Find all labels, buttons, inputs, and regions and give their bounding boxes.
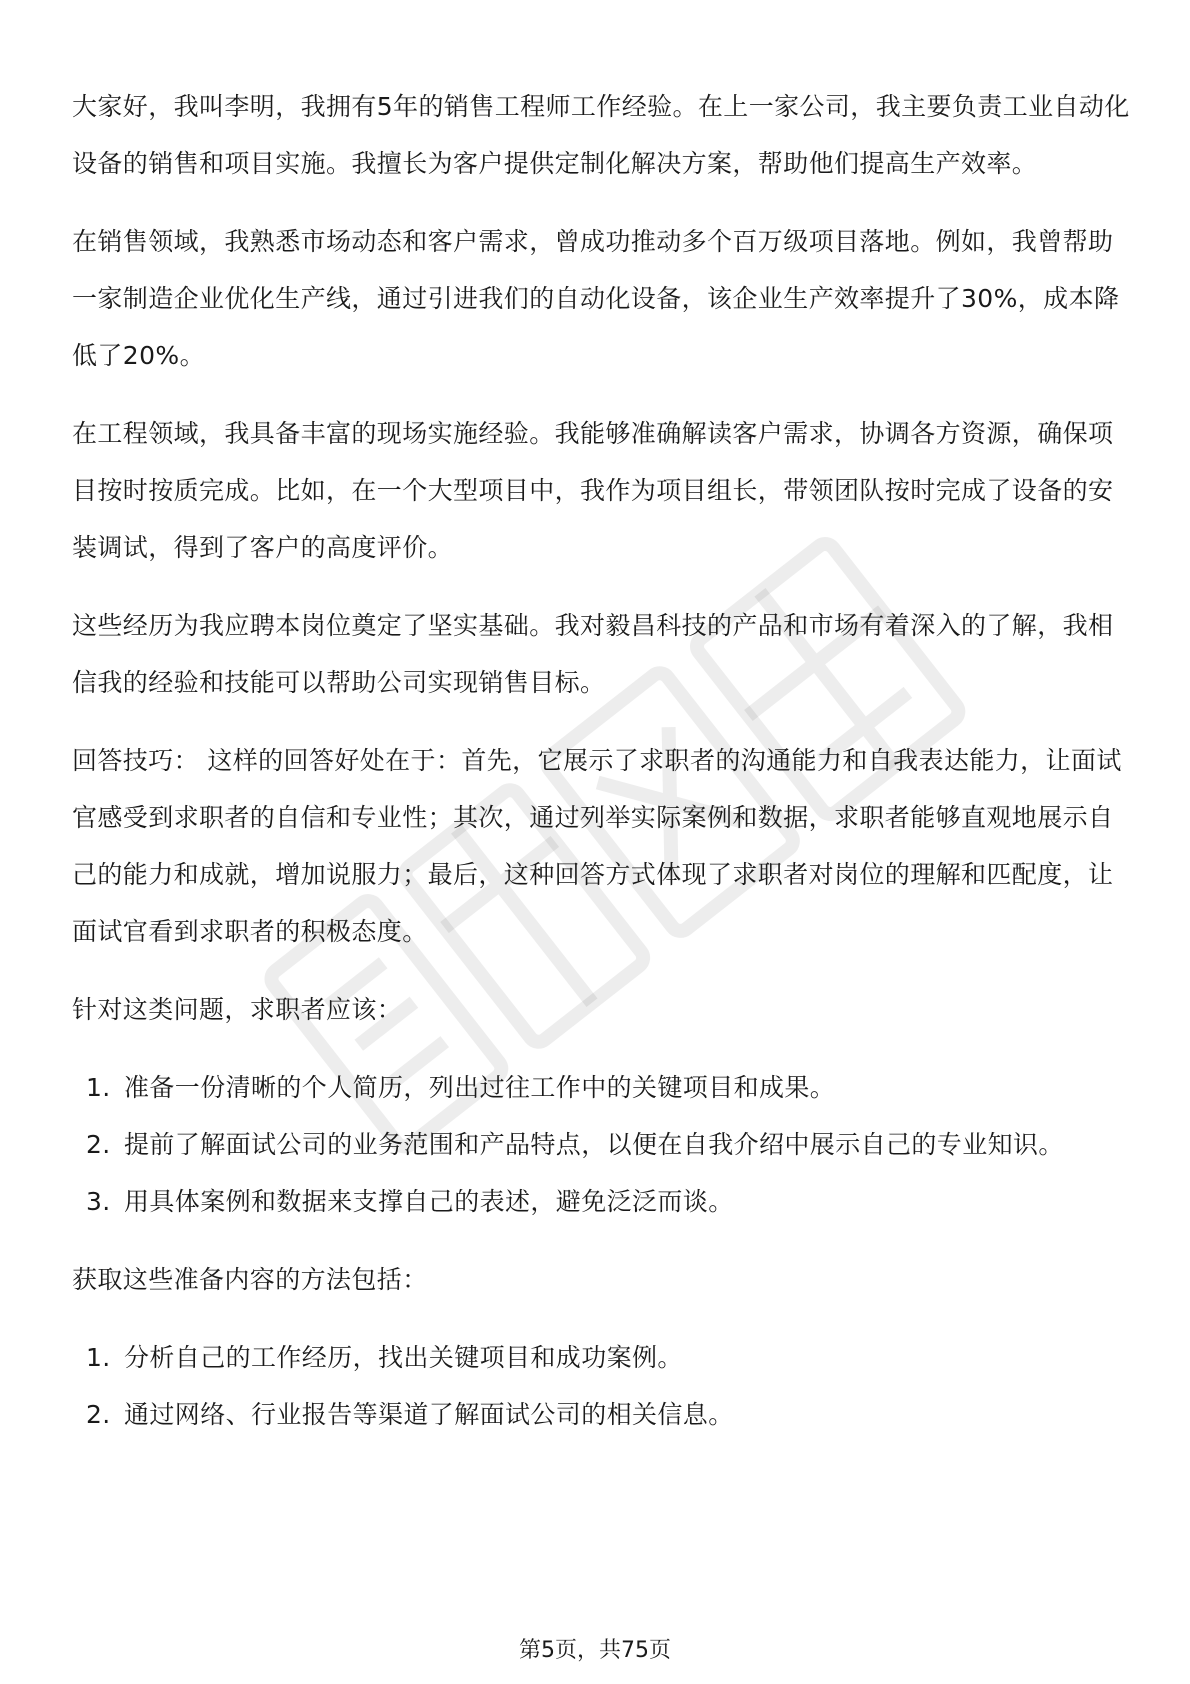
paragraph-methods-intro: 获取这些准备内容的方法包括： [72, 1265, 428, 1294]
paragraph-foundation: 这些经历为我应聘本岗位奠定了坚实基础。我对毅昌科技的产品和市场有着深入的了解，我相信我的经验和技能可以帮助公司实现销售目标。 [72, 611, 1114, 697]
list-number: 1. [86, 1343, 111, 1372]
list-number: 2. [86, 1130, 111, 1159]
list-number: 1. [86, 1073, 111, 1102]
list-item [72, 1173, 1132, 1230]
page-number-footer: 第5页，共75页 [519, 1638, 671, 1663]
list-item-text: 通过网络、行业报告等渠道了解面试公司的相关信息。 [124, 1400, 734, 1429]
list-number: 2. [86, 1400, 111, 1429]
list-item-text: 提前了解面试公司的业务范围和产品特点，以便在自我介绍中展示自己的专业知识。 [124, 1130, 1064, 1159]
document-body [72, 78, 1132, 1464]
list-item-text: 用具体案例和数据来支撑自己的表述，避免泛泛而谈。 [124, 1187, 734, 1216]
advice-list [72, 1059, 1132, 1230]
methods-list [72, 1329, 1132, 1443]
paragraph-advice-intro: 针对这类问题，求职者应该： [72, 995, 403, 1024]
list-item-text: 分析自己的工作经历，找出关键项目和成功案例。 [124, 1343, 683, 1372]
list-item [72, 1386, 1132, 1443]
paragraph-answer-tips: 回答技巧： 这样的回答好处在于：首先，它展示了求职者的沟通能力和自我表达能力，让面试官感受到求职者的自信和专业性；其次，通过列举实际案例和数据，求职者能够直观地展示自己的能力和成就，增加说服力；最后，这种回答方式体现了求职者对岗位的理解和匹配度，让面试官看到求职者的积极态度。 [72, 746, 1122, 946]
paragraph-sales: 在销售领域，我熟悉市场动态和客户需求，曾成功推动多个百万级项目落地。例如，我曾帮助一家制造企业优化生产线，通过引进我们的自动化设备，该企业生产效率提升了30%，成本降低了20%。 [72, 227, 1120, 370]
list-item [72, 1329, 1132, 1386]
list-item-text: 准备一份清晰的个人简历，列出过往工作中的关键项目和成果。 [124, 1073, 836, 1102]
list-item [72, 1059, 1132, 1116]
list-number: 3. [86, 1187, 111, 1216]
paragraph-engineering: 在工程领域，我具备丰富的现场实施经验。我能够准确解读客户需求，协调各方资源，确保项目按时按质完成。比如，在一个大型项目中，我作为项目组长，带领团队按时完成了设备的安装调试，得到了客户的高度评价。 [72, 419, 1114, 562]
list-item [72, 1116, 1132, 1173]
paragraph-intro: 大家好，我叫李明，我拥有5年的销售工程师工作经验。在上一家公司，我主要负责工业自动化设备的销售和项目实施。我擅长为客户提供定制化解决方案，帮助他们提高生产效率。 [72, 92, 1130, 178]
